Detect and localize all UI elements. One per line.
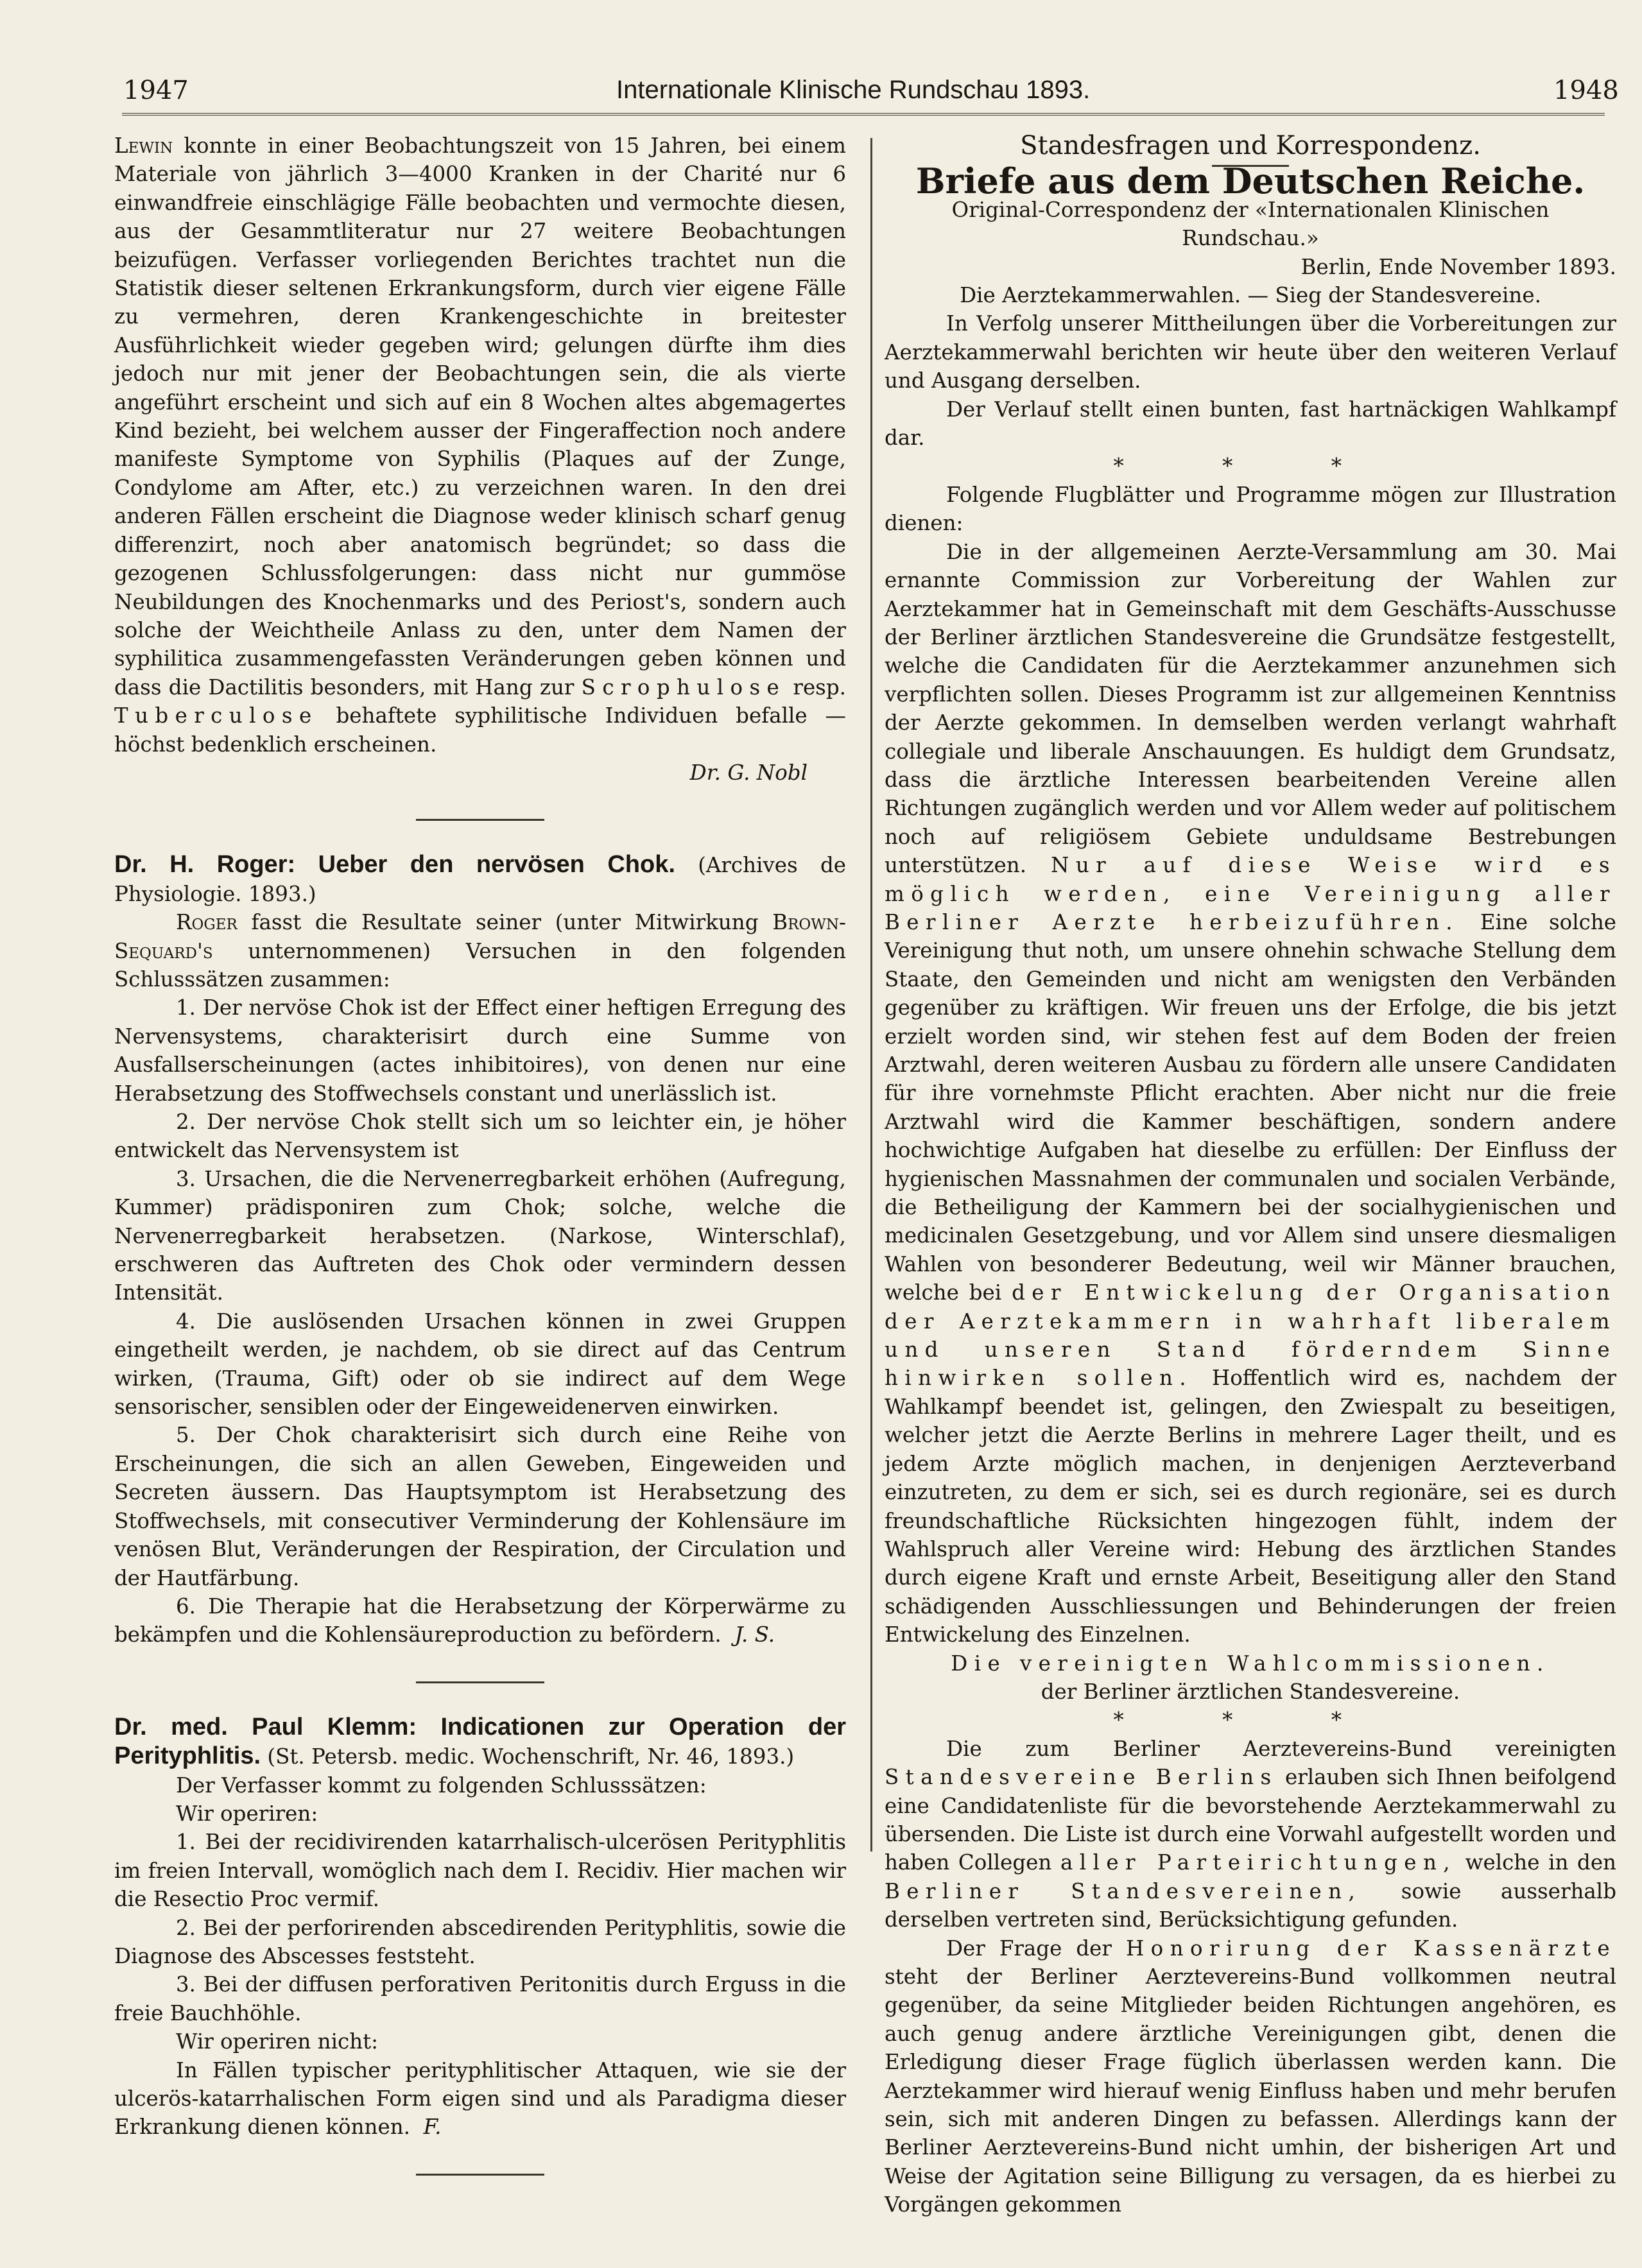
klemm-operate-label: Wir operiren:	[176, 1801, 318, 1826]
correspondence-note: Original-Correspondenz der «Internationalen Klinischen Rundschau.»	[951, 197, 1550, 251]
section-heading: Standesfragen und Korrespondenz.	[1020, 131, 1481, 160]
article-separator	[416, 819, 544, 821]
manifesto-signature-sub: der Berliner ärztlichen Standesvereine.	[1041, 1679, 1460, 1704]
roger-item: 3. Ursachen, die die Nervenerregbarkeit erhöhen (Aufregung, Kummer) prädisponiren zum Chok; solche, welche die Nervenerregbarkeit herabsetzen. (Narkose, Winterschlaf), erschweren das Auftreten des Chok oder vermindern dessen Intensität.	[114, 1166, 846, 1305]
nobl-review: Lewin konnte in einer Beobachtungszeit von 15 Jahren, bei einem Materiale von jährlich 3—4000 Kranken in der Charité nur 6 einwandfreie einschlägige Fälle beobachten und vermochte diesen, aus der Gesammtliteratur nur 27 weitere Beobachtungen beizufügen. Verfasser vorliegenden Berichtes trachtet nun die Statistik dieser seltenen Erkrankungsform, durch vier eigene Fälle zu vermehren, deren Krankengeschichte in breitester Ausführlichkeit wieder gegeben wird; gelungen dürfte ihm dies jedoch nur mit jener der Beobachtungen sein, die als vierte angeführt erscheint und sich auf ein 8 Wochen altes abgemagertes Kind bezieht, bei welchem ausser der Fingeraffection noch andere manifeste Symptome von Syphilis (Plaques auf der Zunge, Condylome am After, etc.) zu verzeichnen waren. In den drei anderen Fällen erscheint die Diagnose weder klinisch scharf genug differenzirt, noch aber anatomisch begründet; so dass die gezogenen Schlussfolgerungen: dass nicht nur gummöse Neubildungen des Knochenmarks und des Periost's, sondern auch solche der Weichtheile Anlass zu den, unter dem Namen der syphilitica zusammengefassten Veränderungen geben können und dass die Dactilitis besonders, mit Hang zur Scrophulose resp. Tuberculose behaftete syphilitische Individuen befalle — höchst bedenklich erscheinen.	[114, 133, 846, 757]
paragraph: Folgende Flugblätter und Programme mögen zur Illustration dienen:	[885, 482, 1616, 536]
article-separator	[416, 1681, 544, 1683]
roger-item: 1. Der nervöse Chok ist der Effect einer heftigen Erregung des Nervensystems, charakterisirt durch eine Summe von Ausfallserscheinungen (actes inhibitoires), von denen nur eine Herabsetzung des Stoffwechsels constant und unerlässlich ist.	[114, 995, 846, 1106]
roger-item-last: 6. Die Therapie hat die Herabsetzung der Körperwärme zu bekämpfen und die Kohlensäureproduction zu befördern. J. S.	[114, 1594, 846, 1647]
dateline: Berlin, Ende November 1893.	[1301, 254, 1616, 279]
manifesto-signature: Die vereinigten Wahlcommissionen.	[951, 1651, 1550, 1676]
roger-item: 2. Der nervöse Chok stellt sich um so leichter ein, je höher entwickelt das Nervensystem ist	[114, 1110, 846, 1163]
candidate-paragraph: Die zum Berliner Aerztevereins-Bund vereinigten Standesvereine Berlins erlauben sich Ihnen beifolgend eine Candidatenliste für die bevorstehende Aerztekammerwahl zu übersenden. Die Liste ist durch eine Vorwahl aufgestellt worden und haben Collegen aller Parteirichtungen, welche in den Berliner Standesvereinen, sowie ausserhalb derselben vertreten sind, Berücksichtigung gefunden.	[885, 1736, 1617, 1932]
klemm-heading: Dr. med. Paul Klemm: Indicationen zur Operation der Perityphlitis. (St. Petersb. medic. Wochenschrift, Nr. 46, 1893.)	[114, 1713, 846, 1770]
roger-item: 5. Der Chok charakterisirt sich durch eine Reihe von Erscheinungen, die sich an allen Geweben, Eingeweiden und Secreten äussern. Das Hauptsymptom ist Herabsetzung des Stoffwechsels, mit consecutiver Verminderung der Kohlensäure im venösen Blut, Veränderungen der Respiration, der Circulation und der Hautfärbung.	[114, 1423, 846, 1590]
klemm-intro: Der Verfasser kommt zu folgenden Schlusssätzen:	[176, 1773, 707, 1798]
paragraph: Der Verlauf stellt einen bunten, fast hartnäckigen Wahlkampf dar.	[885, 397, 1616, 451]
article-subtitle: Die Aerztekammerwahlen. — Sieg der Standesvereine.	[960, 283, 1541, 308]
article-separator	[416, 2174, 544, 2176]
manifesto-paragraph: Die in der allgemeinen Aerzte-Versammlung am 30. Mai ernannte Commission zur Vorbereitung der Wahlen zur Aerztekammer hat in Gemeinschaft mit dem Geschäfts-Ausschusse der Berliner ärztlichen Standesvereine die Grundsätze festgestellt, welche die Candidaten für die Aerztekammer anzunehmen sich verpflichten sollen. Dieses Programm ist zur allgemeinen Kenntniss der Aerzte gekommen. In demselben werden verlangt wahrhaft collegiale und liberale Anschauungen. Es huldigt dem Grundsatz, dass die ärztliche Interessen bearbeitenden Vereine allen Richtungen zugänglich werden und vor Allem weder auf politischem noch auf religiösem Gebiete unduldsame Bestrebungen unterstützen. Nur auf diese Weise wird es möglich werden, eine Vereinigung aller Berliner Aerzte herbeizuführen. Eine solche Vereinigung thut noth, um unsere ohnehin schwache Stellung dem Staate, den Gemeinden und nicht am wenigsten den Verbänden gegenüber zu kräftigen. Wir freuen uns der Erfolge, die bis jetzt erzielt worden sind, wir stehen fest auf dem Boden der freien Arztwahl, deren weiteren Ausbau zu fördern alle unsere Candidaten für ihre vornehmste Pflicht erachten. Aber nicht nur die freie Arztwahl wird die Kammer beschäftigen, sondern andere hochwichtige Aufgaben hat dieselbe zu erfüllen: Der Einfluss der hygienischen Massnahmen der communalen und socialen Verbände, die Betheiligung der Kammern bei der socialhygienischen und medicinalen Gesetzgebung, und vor Allem sind unsere diesmaligen Wahlen von besonderer Bedeutung, weil wir Männer brauchen, welche bei der Entwickelung der Organisation der Aerztekammern in wahrhaft liberalem und unseren Stand förderndem Sinne hinwirken sollen. Hoffentlich wird es, nachdem der Wahlkampf beendet ist, gelingen, den Zwiespalt zu beseitigen, welcher jetzt die Aerzte Berlins in mehrere Lager theilt, und es jedem Arzte möglich machen, in denjenigen Aerzteverband einzutreten, zu dem er sich, sei es durch regionäre, sei es durch freundschaftliche Rücksichten hingezogen fühlt, indem der Wahlspruch aller Vereine wird: Hebung des ärztlichen Standes durch eigene Kraft und ernste Arbeit, Beseitigung aller den Stand schädigenden Ausschliessungen und Behinderungen der freien Entwickelung des Einzelnen.	[885, 539, 1616, 1647]
column-divider	[870, 138, 872, 1851]
paragraph: In Verfolg unserer Mittheilungen über die Vorbereitungen zur Aerztekammerwahl berichten wir heute über den weiteren Verlauf und Ausgang derselben.	[885, 311, 1616, 393]
klemm-no-operate-label: Wir operiren nicht:	[176, 2029, 379, 2054]
klemm-item: 2. Bei der perforirenden abscedirenden Perityphlitis, sowie die Diagnose des Abscesses feststeht.	[114, 1915, 846, 1968]
signature-js: J. S.	[734, 1622, 775, 1647]
roger-item: 4. Die auslösenden Ursachen können in zwei Gruppen eingetheilt werden, je nachdem, ob sie direct auf das Centrum wirken, (Trauma, Gift) oder ob sie indirect auf dem Wege sensorischer, sensiblen oder der Eingeweidenerven einwirken.	[114, 1309, 846, 1420]
klemm-item: 1. Bei der recidivirenden katarrhalisch-ulcerösen Perityphlitis im freien Intervall, womöglich nach dem I. Recidiv. Hier machen wir die Resectio Proc vermif.	[114, 1830, 846, 1912]
honorarium-paragraph: Der Frage der Honorirung der Kassenärzte steht der Berliner Aerztevereins-Bund vollkommen neutral gegenüber, da seine Mitglieder beiden Richtungen angehören, es auch genug andere ärztliche Vereinigungen gibt, denen die Erledigung dieser Frage füglich überlassen werden kann. Die Aerztekammer wird hierauf wenig Einfluss haben und mehr berufen sein, sich mit anderen Dingen zu befassen. Allerdings kann der Berliner Aerztevereins-Bund nicht umhin, der bisherigen Art und Weise der Agitation seine Billigung zu versagen, da es hierbei zu Vorgängen gekommen	[885, 1936, 1616, 2217]
stars-divider: * * *	[1113, 1708, 1388, 1733]
header-rule	[122, 113, 1605, 116]
page-number-left: 1947	[123, 76, 189, 105]
roger-heading: Dr. H. Roger: Ueber den nervösen Chok. (Archives de Physiologie. 1893.)	[114, 851, 847, 906]
page-number-right: 1948	[1553, 76, 1619, 105]
running-title: Internationale Klinische Rundschau 1893.	[616, 76, 1091, 104]
klemm-last: In Fällen typischer perityphlitischer Attaquen, wie sie der ulcerös-katarrhalischen Form eigen sind und als Paradigma dieser Erkrankung dienen können. F.	[114, 2058, 846, 2140]
stars-divider: * * *	[1113, 454, 1388, 479]
left-column	[114, 132, 846, 2205]
signature-f: F.	[423, 2115, 442, 2140]
signature-nobl: Dr. G. Nobl	[689, 760, 808, 785]
article-title: Briefe aus dem Deutschen Reiche.	[915, 160, 1586, 202]
roger-intro: Roger fasst die Resultate seiner (unter Mitwirkung Brown-Sequard's unternommenen) Versuchen in den folgenden Schlusssätzen zusammen:	[114, 910, 846, 992]
right-column	[885, 132, 1616, 2219]
klemm-item: 3. Bei der diffusen perforativen Peritonitis durch Erguss in die freie Bauchhöhle.	[114, 1972, 846, 2025]
